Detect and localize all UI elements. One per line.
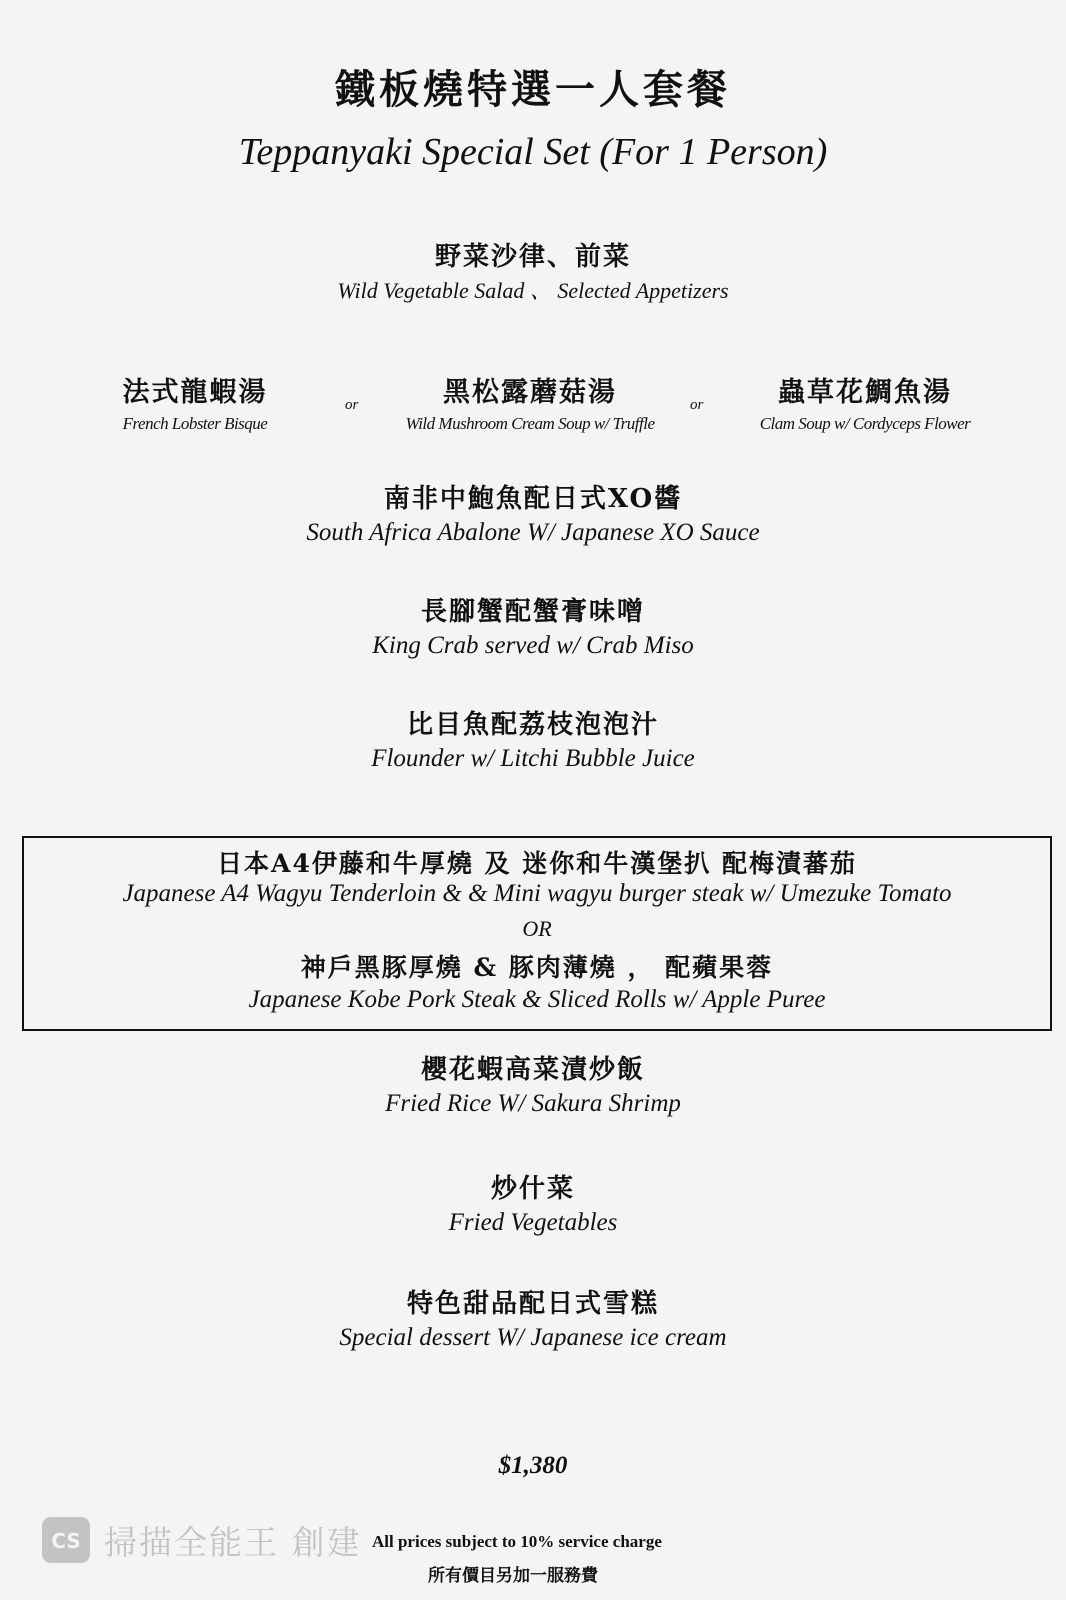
menu-title-en: Teppanyaki Special Set (For 1 Person) — [238, 131, 828, 173]
course-flounder — [0, 708, 1066, 776]
soup-option-1 — [90, 375, 300, 437]
soup-option-1-zh: 法式龍蝦湯 — [122, 377, 268, 408]
course-dessert-en: Special dessert W/ Japanese ice cream — [339, 1324, 727, 1351]
course-flounder-en: Flounder w/ Litchi Bubble Juice — [371, 745, 695, 772]
service-charge-note-en: All prices subject to 10% service charge — [372, 1532, 662, 1551]
main-or: OR — [522, 916, 552, 941]
course-vegetables — [0, 1172, 1066, 1240]
service-charge-note-zh: 所有價目另加一服務費 — [428, 1566, 598, 1586]
main-option-1-en: Japanese A4 Wagyu Tenderloin & & Mini wagyu burger steak w/ Umezuke Tomato — [122, 880, 952, 907]
menu-title-zh: 鐵板燒特選一人套餐 — [335, 66, 731, 113]
course-dessert — [0, 1287, 1066, 1355]
soup-option-3 — [735, 375, 995, 437]
course-vegetables-zh: 炒什菜 — [490, 1174, 575, 1204]
soup-option-2-en: Wild Mushroom Cream Soup w/ Truffle — [405, 414, 655, 433]
course-king-crab-en: King Crab served w/ Crab Miso — [372, 632, 694, 659]
soup-option-2-zh: 黑松露蘑菇湯 — [443, 377, 617, 408]
soup-option-3-en: Clam Soup w/ Cordyceps Flower — [759, 414, 971, 433]
course-fried-rice — [0, 1053, 1066, 1121]
soup-options — [0, 375, 1066, 445]
appetizer-zh: 野菜沙律、前菜 — [434, 242, 631, 272]
soup-or-2: or — [690, 397, 704, 413]
main-option-2-zh: 神戶黑豚厚燒 & 豚肉薄燒 ， 配蘋果蓉 — [300, 953, 774, 982]
soup-or-1: or — [345, 397, 359, 413]
course-king-crab — [0, 595, 1066, 663]
appetizer-en: Wild Vegetable Salad 、 Selected Appetizers — [337, 278, 729, 303]
soup-option-1-en: French Lobster Bisque — [122, 414, 268, 433]
course-abalone-en: South Africa Abalone W/ Japanese XO Sauce — [306, 519, 760, 546]
camscanner-watermark — [42, 1514, 362, 1566]
camscanner-logo-icon — [42, 1517, 90, 1563]
course-abalone-zh: 南非中鮑魚配日式XO醬 — [383, 484, 683, 514]
camscanner-logo-glyph — [46, 1525, 86, 1555]
course-fried-rice-zh: 櫻花蝦高菜漬炒飯 — [420, 1055, 645, 1085]
course-king-crab-zh: 長腳蟹配蟹膏味噌 — [420, 597, 645, 627]
appetizer-course — [0, 240, 1066, 308]
course-fried-rice-en: Fried Rice W/ Sakura Shrimp — [385, 1090, 681, 1117]
watermark-text: 掃描全能王 創建 — [104, 1522, 362, 1562]
course-abalone — [0, 482, 1066, 550]
course-vegetables-en: Fried Vegetables — [448, 1209, 618, 1236]
main-course-box — [22, 836, 1052, 1031]
soup-option-3-zh: 蟲草花鯛魚湯 — [778, 377, 952, 408]
course-flounder-zh: 比目魚配荔枝泡泡汁 — [406, 710, 659, 740]
main-option-2-en: Japanese Kobe Pork Steak & Sliced Rolls w/ Apple Puree — [248, 986, 826, 1013]
set-price: $1,380 — [498, 1452, 568, 1479]
soup-option-2 — [375, 375, 685, 437]
main-option-1-zh: 日本A4伊藤和牛厚燒 及 迷你和牛漢堡扒 配梅漬蕃茄 — [217, 849, 857, 878]
camscanner-logo-text: CS — [51, 1529, 81, 1553]
course-dessert-zh: 特色甜品配日式雪糕 — [406, 1289, 659, 1319]
